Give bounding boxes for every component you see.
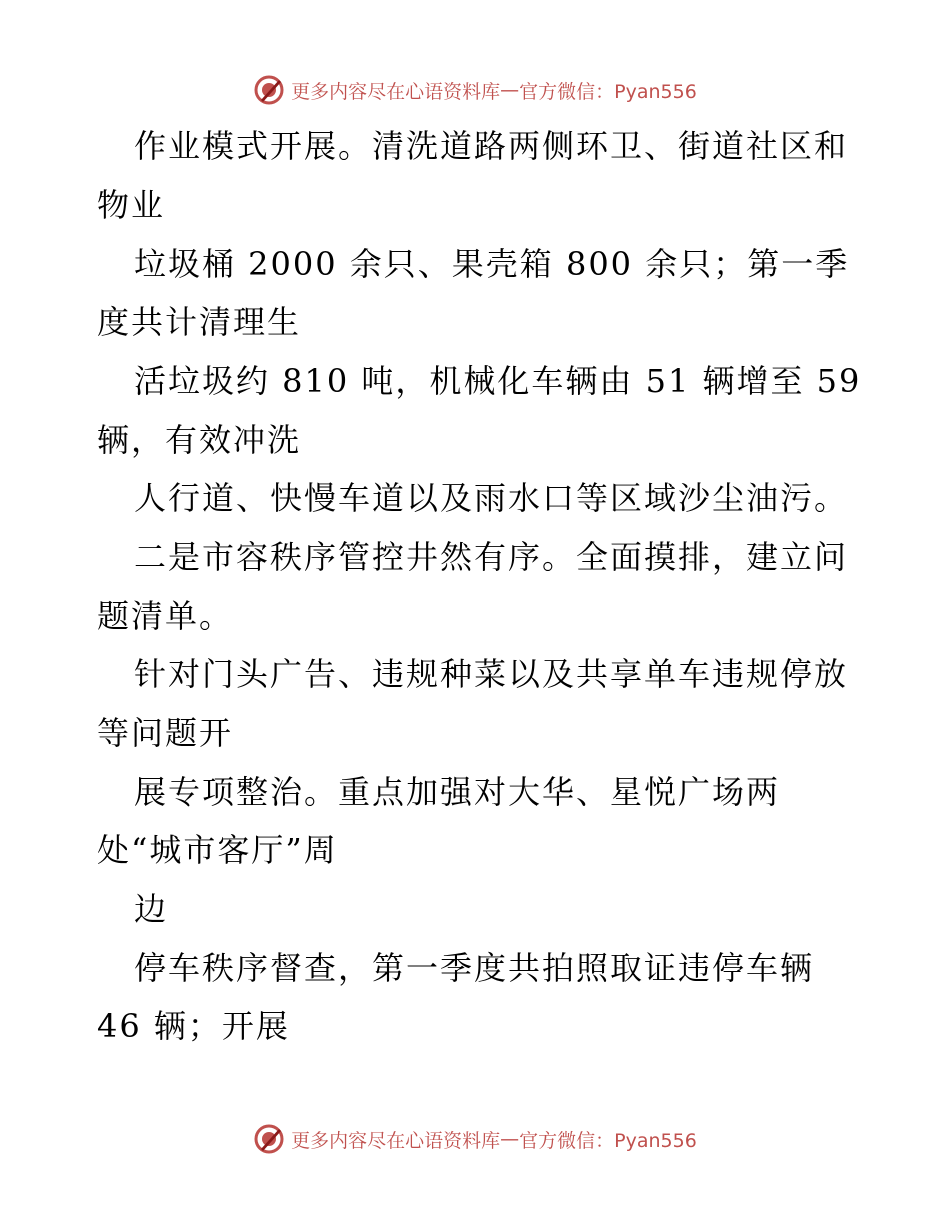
text-line: 垃圾桶 2000 余只、果壳箱 800 余只；第一季 bbox=[134, 245, 850, 283]
watermark-main-text: 更多内容尽在心语资料库 bbox=[291, 1129, 501, 1152]
watermark-wechat-text: 官方微信：Pyan556 bbox=[519, 1129, 697, 1152]
text-line: 处“城市客厅”周 bbox=[97, 831, 338, 869]
text-line: 辆，有效冲洗 bbox=[97, 421, 302, 459]
footer-watermark bbox=[0, 1119, 950, 1159]
watermark-separator: — bbox=[500, 79, 520, 101]
text-line: 题清单。 bbox=[97, 597, 234, 635]
text-line: 停车秩序督查，第一季度共拍照取证违停车辆 bbox=[134, 949, 815, 987]
text-line: 物业 bbox=[97, 186, 166, 224]
watermark-wechat-text: 官方微信：Pyan556 bbox=[519, 80, 697, 103]
text-line: 边 bbox=[134, 890, 169, 928]
text-line: 作业模式开展。清洗道路两侧环卫、街道社区和 bbox=[134, 127, 849, 165]
logo-pen-icon bbox=[253, 1123, 285, 1155]
text-line: 人行道、快慢车道以及雨水口等区域沙尘油污。 bbox=[134, 479, 849, 517]
text-line: 度共计清理生 bbox=[97, 303, 302, 341]
watermark-main-text: 更多内容尽在心语资料库 bbox=[291, 80, 501, 103]
text-line: 二是市容秩序管控井然有序。全面摸排，建立问 bbox=[134, 538, 849, 576]
text-line: 活垃圾约 810 吨，机械化车辆由 51 辆增至 59 bbox=[134, 362, 862, 400]
text-line: 针对门头广告、违规种菜以及共享单车违规停放 bbox=[134, 655, 849, 693]
text-line: 46 辆；开展 bbox=[97, 1007, 290, 1045]
text-line: 等问题开 bbox=[97, 714, 234, 752]
watermark-separator: — bbox=[500, 1128, 520, 1150]
text-line: 展专项整治。重点加强对大华、星悦广场两 bbox=[134, 773, 781, 811]
